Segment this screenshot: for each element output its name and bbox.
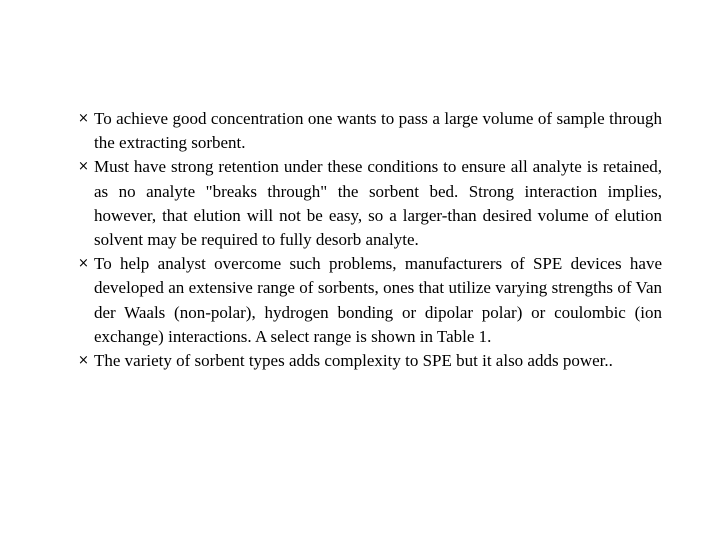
x-bullet-icon: ×	[78, 353, 89, 369]
x-bullet-icon: ×	[78, 111, 89, 126]
bullet-text-3: To help analyst overcome such problems, manufacturers of SPE devices have developed an extensive range of sorbents, ones that utilize varying strengths of Van der Waals (non-polar), hydrogen bonding or dipolar polar) or coulombic (ion exchange) interactions. A select range is shown in Table 1.	[94, 254, 662, 346]
bullet-item-1	[78, 107, 662, 155]
bullet-list	[78, 107, 662, 373]
x-bullet-icon: ×	[78, 256, 89, 272]
bullet-text-1: To achieve good concentration one wants to pass a large volume of sample through the extracting sorbent.	[94, 109, 662, 153]
bullet-text-4: The variety of sorbent types adds complexity to SPE but it also adds power..	[94, 351, 613, 371]
x-bullet-icon: ×	[78, 159, 89, 175]
bullet-item-3	[78, 252, 662, 349]
bullet-text-2: Must have strong retention under these conditions to ensure all analyte is retained, as no analyte "breaks through" the sorbent bed. Strong interaction implies, however, that elution will not be easy, so a larger-than desired volume of elution solvent may be required to fully desorb analyte.	[94, 157, 662, 250]
bullet-item-2	[78, 155, 662, 252]
bullet-item-4	[78, 349, 662, 373]
